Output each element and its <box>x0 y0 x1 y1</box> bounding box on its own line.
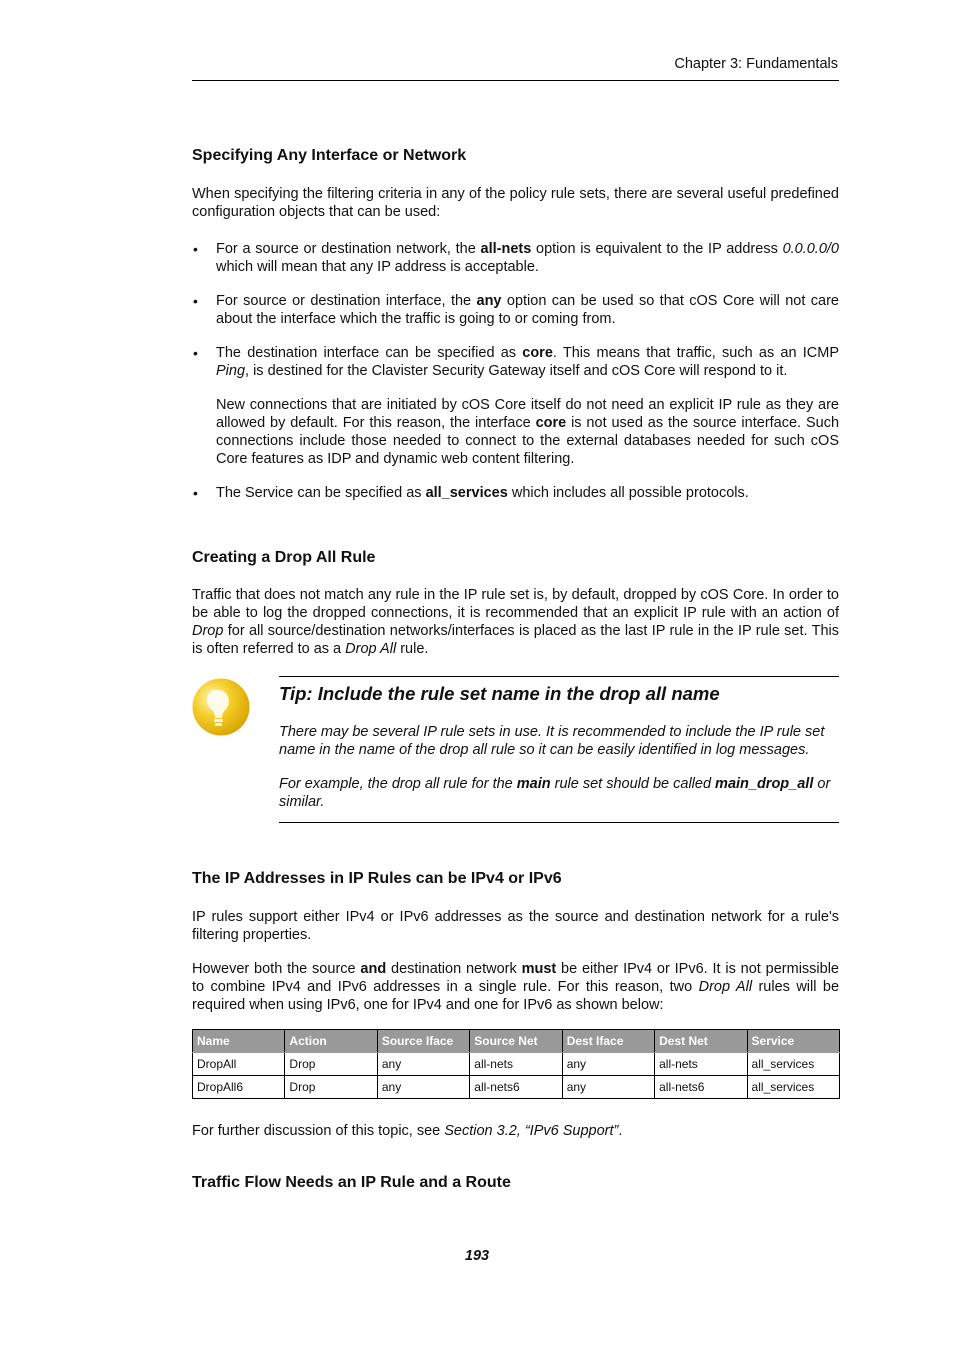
bullet-marker: • <box>193 485 198 501</box>
table-cell: all_services <box>747 1053 839 1076</box>
table-cell: Drop <box>285 1053 377 1076</box>
ipv6-support-link[interactable]: Section 3.2, “IPv6 Support” <box>444 1123 619 1139</box>
table-header-cell: Service <box>747 1030 839 1053</box>
table-header-cell: Dest Iface <box>562 1030 654 1053</box>
page-number: 193 <box>464 1248 490 1264</box>
tip-top-rule <box>279 676 839 677</box>
section-heading-any-interface: Specifying Any Interface or Network <box>192 147 467 164</box>
table-row <box>193 1053 840 1076</box>
bullet-all-services: The Service can be specified as all_services which includes all possible protocols. <box>216 485 749 501</box>
table-header-cell: Action <box>285 1030 377 1053</box>
table-header-row <box>193 1030 840 1053</box>
table-row <box>193 1076 840 1099</box>
bullet-marker: • <box>193 241 198 257</box>
table-cell: Drop <box>285 1076 377 1099</box>
bullet-core: The destination interface can be specified as core. This means that traffic, such as an ICMP Ping, is destined for the Clavister Security Gateway itself and cOS Core will respond to it. <box>216 345 839 379</box>
tip-bottom-rule <box>279 822 839 823</box>
bullet-marker: • <box>193 293 198 309</box>
table-header-cell: Source Net <box>470 1030 562 1053</box>
tip-para2: For example, the drop all rule for the main rule set should be called main_drop_all or similar. <box>279 776 831 810</box>
bullet-any: For source or destination interface, the any option can be used so that cOS Core will not care about the interface which the traffic is going to or coming from. <box>216 293 839 327</box>
table-cell: any <box>377 1053 469 1076</box>
section3-para2: However both the source and destination network must be either IPv4 or IPv6. It is not permissible to combine IPv4 and IPv6 addresses in a single rule. For this reason, two Drop All rules will be required when using IPv6, one for IPv4 and one for IPv6 as shown below: <box>192 961 840 1013</box>
table-cell: all-nets <box>470 1053 562 1076</box>
table-cell: any <box>377 1076 469 1099</box>
bullet-all-nets: For a source or destination network, the all-nets option is equivalent to the IP address 0.0.0.0/0 which will mean that any IP address is acceptable. <box>216 241 839 275</box>
tip-title: Tip: Include the rule set name in the drop all name <box>279 683 720 704</box>
section-heading-drop-all: Creating a Drop All Rule <box>192 549 376 566</box>
table-cell: DropAll6 <box>193 1076 285 1099</box>
section1-intro: When specifying the filtering criteria in any of the policy rule sets, there are several useful predefined configuration objects that can be used: <box>192 186 839 220</box>
table-header-cell: Name <box>193 1030 285 1053</box>
table-cell: any <box>562 1053 654 1076</box>
tip-para1: There may be several IP rule sets in use. It is recommended to include the IP rule set name in the name of the drop all rule so it can be easily identified in log messages. <box>279 724 825 758</box>
table-cell: all-nets <box>655 1053 747 1076</box>
table-cell: all_services <box>747 1076 839 1099</box>
section-heading-traffic-flow: Traffic Flow Needs an IP Rule and a Route <box>192 1174 511 1191</box>
table-header-cell: Dest Net <box>655 1030 747 1053</box>
bullet-core-para2: New connections that are initiated by cOS Core itself do not need an explicit IP rule as they are allowed by default. For this reason, the interface core is not used as the source interface. Such connections include those needed to connect to the external databases needed for such cOS Core features as IDP and dynamic web content filtering. <box>216 397 840 467</box>
table-cell: any <box>562 1076 654 1099</box>
section3-para1: IP rules support either IPv4 or IPv6 addresses as the source and destination network for a rule's filtering properties. <box>192 909 839 943</box>
chapter-header: Chapter 3: Fundamentals <box>674 56 838 72</box>
lightbulb-icon <box>192 678 250 736</box>
header-divider <box>192 80 839 81</box>
table-cell: all-nets6 <box>470 1076 562 1099</box>
table-cell: all-nets6 <box>655 1076 747 1099</box>
table-cell: DropAll <box>193 1053 285 1076</box>
drop-all-rules-table <box>192 1029 840 1099</box>
bullet-marker: • <box>193 345 198 361</box>
section2-para: Traffic that does not match any rule in the IP rule set is, by default, dropped by cOS Core. In order to be able to log the dropped connections, it is recommended that an explicit IP rule with an action of Drop for all source/destination networks/interfaces is placed as the last IP rule in the IP rule set. This is often referred to as a Drop All rule. <box>192 587 839 657</box>
table-header-cell: Source Iface <box>377 1030 469 1053</box>
further-discussion: For further discussion of this topic, see Section 3.2, “IPv6 Support”. <box>192 1123 623 1139</box>
section-heading-ipv4-ipv6: The IP Addresses in IP Rules can be IPv4 or IPv6 <box>192 870 562 887</box>
